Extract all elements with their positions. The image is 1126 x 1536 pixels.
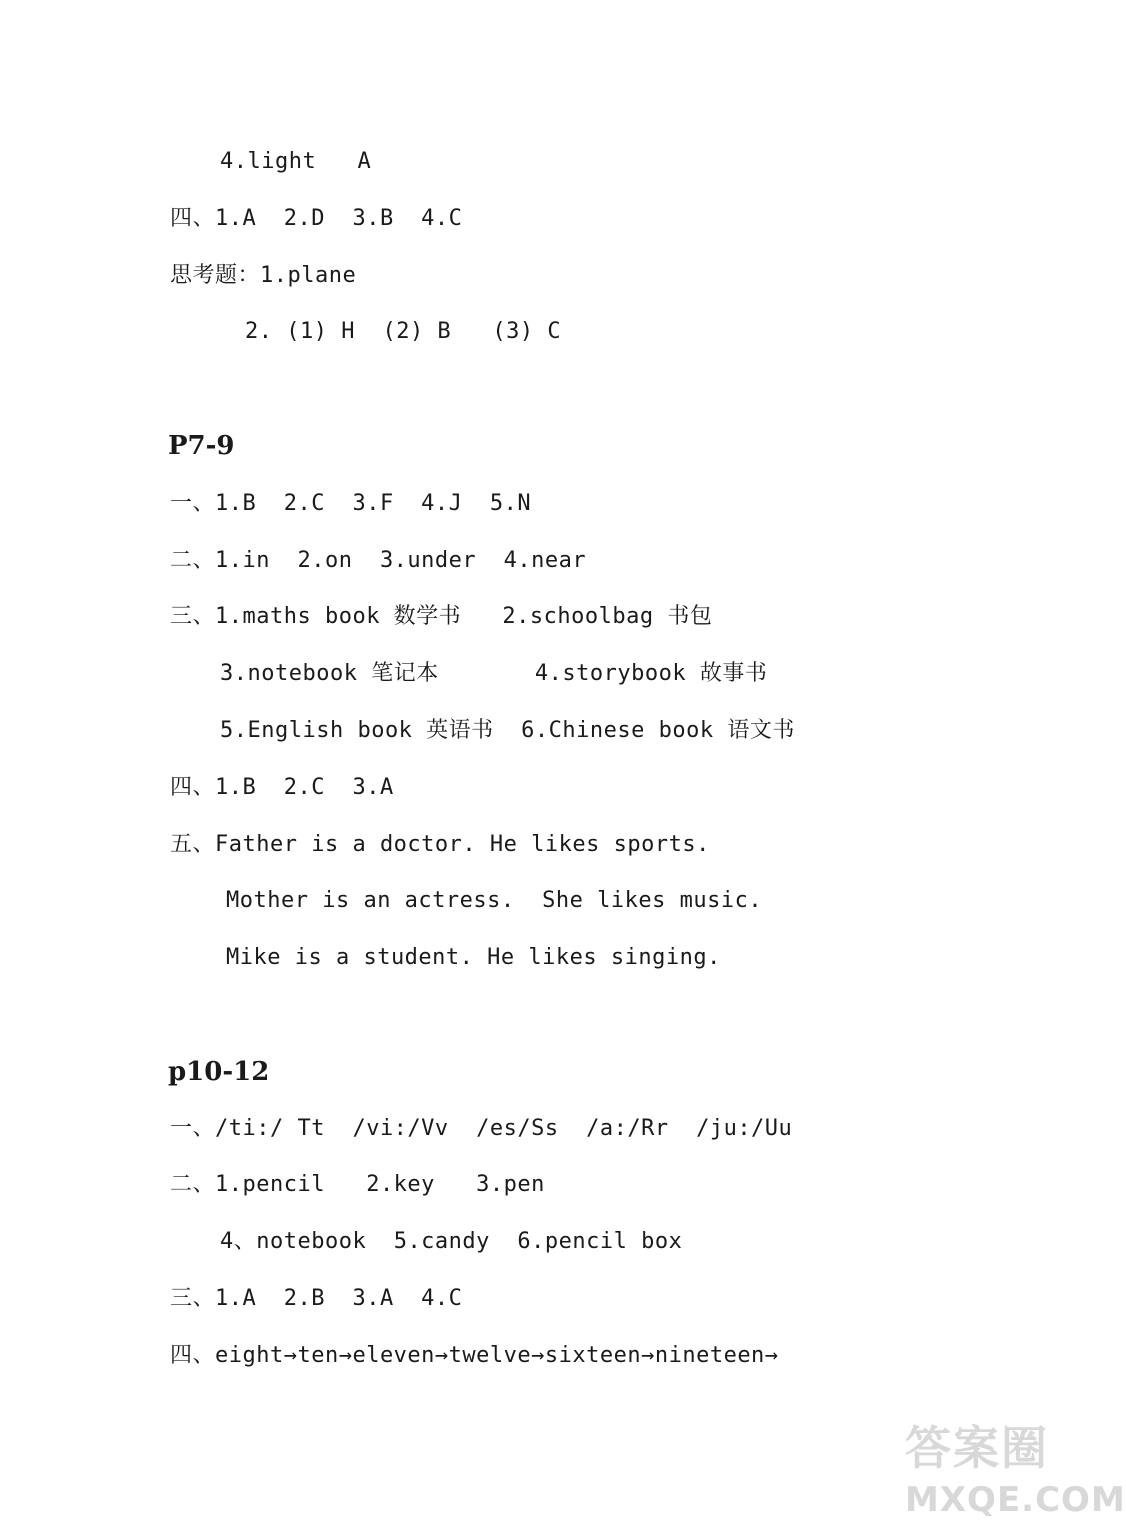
- watermark-text-top: 答案圈: [905, 1421, 1049, 1475]
- p10-12-question-2-line-2: 4、notebook 5.candy 6.pencil box: [220, 1229, 683, 1254]
- section-heading-p7-9: P7-9: [168, 431, 235, 461]
- p10-12-question-4: 四、eight→ten→eleven→twelve→sixteen→nineteen→: [170, 1343, 779, 1368]
- answer-line-four: 四、1.A 2.D 3.B 4.C: [170, 206, 463, 231]
- section-heading-p10-12: p10-12: [168, 1057, 270, 1087]
- p7-9-question-5-line-1: 五、Father is a doctor. He likes sports.: [170, 832, 710, 857]
- watermark-text-bottom: MXQE.COM: [905, 1480, 1126, 1520]
- answer-line-light: 4.light A: [220, 149, 372, 174]
- p10-12-question-1: 一、/ti:/ Tt /vi:/Vv /es/Ss /a:/Rr /ju:/Uu: [170, 1116, 793, 1141]
- p7-9-question-5-line-2: Mother is an actress. She likes music.: [226, 888, 763, 913]
- p7-9-question-3-line-3: 5.English book 英语书 6.Chinese book 语文书: [220, 718, 795, 743]
- p7-9-question-1: 一、1.B 2.C 3.F 4.J 5.N: [170, 491, 532, 516]
- p7-9-question-5-line-3: Mike is a student. He likes singing.: [226, 945, 721, 970]
- thinking-question-line-2: 2. (1) H (2) B (3) C: [245, 319, 562, 344]
- p7-9-question-4: 四、1.B 2.C 3.A: [170, 775, 394, 800]
- thinking-question-line: 思考题：1.plane: [170, 263, 357, 288]
- p7-9-question-2: 二、1.in 2.on 3.under 4.near: [170, 548, 587, 573]
- watermark-logo: [905, 1418, 1126, 1530]
- p7-9-question-3-line-2: 3.notebook 笔记本 4.storybook 故事书: [220, 661, 768, 686]
- p10-12-question-2-line-1: 二、1.pencil 2.key 3.pen: [170, 1172, 545, 1197]
- p7-9-question-3-line-1: 三、1.maths book 数学书 2.schoolbag 书包: [170, 604, 713, 629]
- p10-12-question-3: 三、1.A 2.B 3.A 4.C: [170, 1286, 463, 1311]
